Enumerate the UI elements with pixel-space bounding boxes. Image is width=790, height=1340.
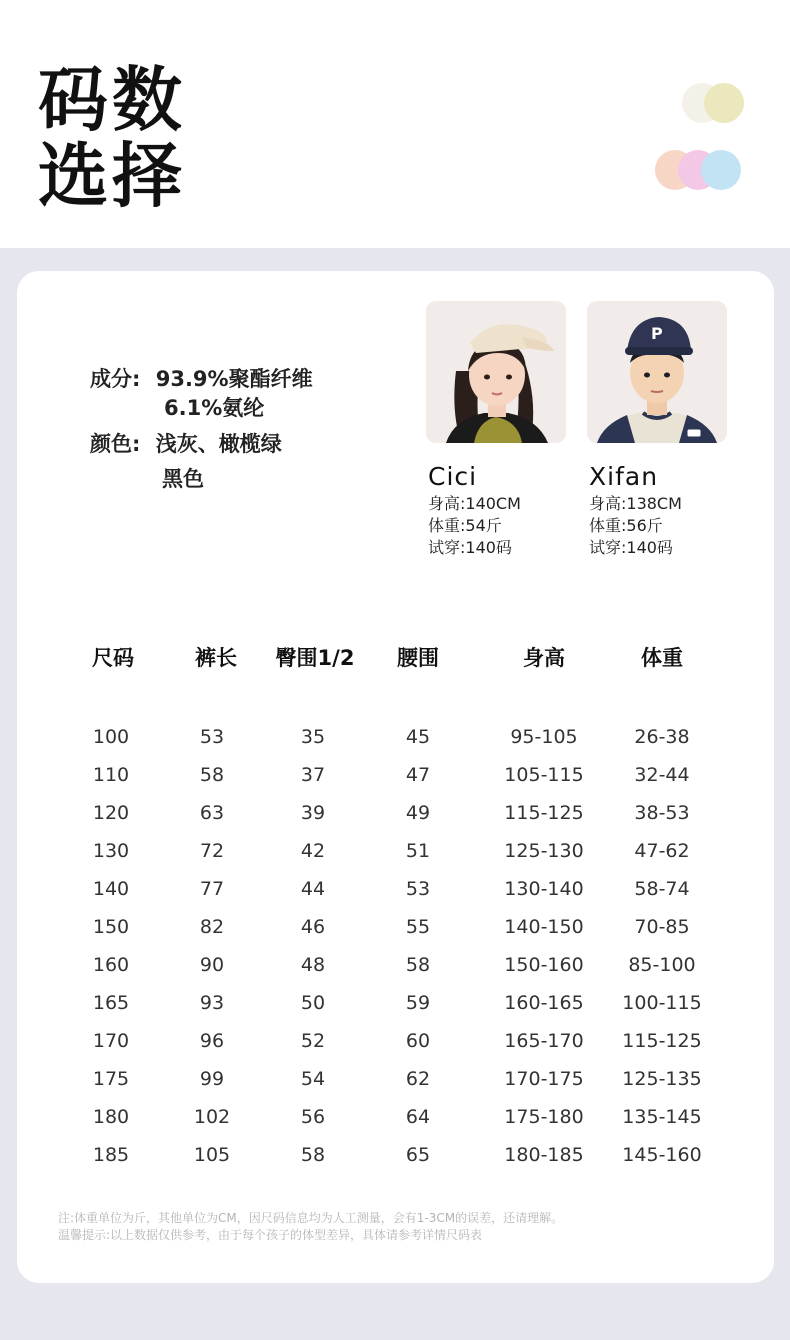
table-cell: 42 <box>300 840 326 862</box>
note-units: 注:体重单位为斤，其他单位为CM，因尺码信息均为人工测量，会有1-3CM的误差，还请理解。 <box>58 1211 564 1225</box>
table-cell: 26-38 <box>634 726 690 748</box>
header-weight: 体重 <box>641 646 683 670</box>
model-weight-cici: 体重:54斤 <box>428 516 502 535</box>
color-label: 颜色: <box>90 432 141 456</box>
page-title-line2: 选择 <box>38 135 186 217</box>
table-cell: 130 <box>92 840 130 862</box>
color-row <box>90 428 282 458</box>
table-cell: 46 <box>300 916 326 938</box>
header-height: 身高 <box>523 646 565 670</box>
table-cell: 95-105 <box>510 726 578 748</box>
table-cell: 70-85 <box>634 916 690 938</box>
composition-value-1: 93.9%聚酯纤维 <box>155 367 313 391</box>
model-photo-cici <box>426 301 566 443</box>
table-cell: 82 <box>199 916 225 938</box>
table-cell: 165 <box>92 992 130 1014</box>
table-cell: 37 <box>300 764 326 786</box>
table-cell: 150 <box>92 916 130 938</box>
table-cell: 85-100 <box>628 954 696 976</box>
table-cell: 58 <box>199 764 225 786</box>
table-cell: 60 <box>405 1030 431 1052</box>
composition-label: 成分: <box>90 367 141 391</box>
table-cell: 160 <box>92 954 130 976</box>
table-cell: 185 <box>92 1144 130 1166</box>
table-cell: 175 <box>92 1068 130 1090</box>
table-cell: 140-150 <box>504 916 584 938</box>
table-cell: 47 <box>405 764 431 786</box>
table-cell: 115-125 <box>504 802 584 824</box>
table-cell: 140 <box>92 878 130 900</box>
model-fit-cici: 试穿:140码 <box>428 538 512 557</box>
table-cell: 180-185 <box>504 1144 584 1166</box>
table-cell: 105-115 <box>504 764 584 786</box>
boy-model-illustration <box>587 301 727 443</box>
table-cell: 130-140 <box>504 878 584 900</box>
header-waist: 腰围 <box>397 646 439 670</box>
table-cell: 160-165 <box>504 992 584 1014</box>
table-cell: 54 <box>300 1068 326 1090</box>
header <box>0 0 790 248</box>
model-name-cici: Cici <box>428 462 478 491</box>
model-fit-xifan: 试穿:140码 <box>589 538 673 557</box>
table-cell: 52 <box>300 1030 326 1052</box>
table-cell: 102 <box>193 1106 231 1128</box>
table-cell: 44 <box>300 878 326 900</box>
table-cell: 38-53 <box>634 802 690 824</box>
table-cell: 125-135 <box>622 1068 702 1090</box>
table-cell: 135-145 <box>622 1106 702 1128</box>
table-cell: 90 <box>199 954 225 976</box>
table-cell: 56 <box>300 1106 326 1128</box>
table-cell: 150-160 <box>504 954 584 976</box>
color-swatch-dot <box>701 150 741 190</box>
table-cell: 58 <box>405 954 431 976</box>
colors-value-1: 浅灰、橄榄绿 <box>155 432 282 456</box>
table-cell: 62 <box>405 1068 431 1090</box>
table-cell: 50 <box>300 992 326 1014</box>
table-cell: 77 <box>199 878 225 900</box>
model-height-cici: 身高:140CM <box>428 494 521 513</box>
header-size: 尺码 <box>92 646 134 670</box>
note-reminder: 温馨提示:以上数据仅供参考，由于每个孩子的体型差异，具体请参考详情尺码表 <box>58 1228 483 1242</box>
girl-model-illustration <box>426 301 566 443</box>
table-cell: 175-180 <box>504 1106 584 1128</box>
table-cell: 39 <box>300 802 326 824</box>
table-cell: 45 <box>405 726 431 748</box>
header-hip: 臀围1/2 <box>275 646 355 670</box>
table-cell: 58-74 <box>634 878 690 900</box>
header-pants-length: 裤长 <box>195 646 237 670</box>
table-cell: 93 <box>199 992 225 1014</box>
table-cell: 99 <box>199 1068 225 1090</box>
model-photo-xifan <box>587 301 727 443</box>
table-cell: 48 <box>300 954 326 976</box>
table-cell: 58 <box>300 1144 326 1166</box>
table-cell: 115-125 <box>622 1030 702 1052</box>
colors-value-2: 黑色 <box>162 467 204 491</box>
page-title-line1: 码数 <box>38 59 186 141</box>
table-cell: 100 <box>92 726 130 748</box>
table-cell: 170-175 <box>504 1068 584 1090</box>
table-cell: 72 <box>199 840 225 862</box>
table-cell: 53 <box>199 726 225 748</box>
table-cell: 65 <box>405 1144 431 1166</box>
table-cell: 180 <box>92 1106 130 1128</box>
composition-value-2: 6.1%氨纶 <box>164 396 265 420</box>
svg-text:P: P <box>651 324 663 343</box>
table-cell: 105 <box>193 1144 231 1166</box>
table-cell: 35 <box>300 726 326 748</box>
table-cell: 49 <box>405 802 431 824</box>
table-cell: 110 <box>92 764 130 786</box>
table-cell: 55 <box>405 916 431 938</box>
table-cell: 120 <box>92 802 130 824</box>
table-cell: 51 <box>405 840 431 862</box>
table-cell: 32-44 <box>634 764 690 786</box>
table-cell: 59 <box>405 992 431 1014</box>
table-cell: 47-62 <box>634 840 690 862</box>
table-cell: 53 <box>405 878 431 900</box>
table-cell: 170 <box>92 1030 130 1052</box>
table-cell: 165-170 <box>504 1030 584 1052</box>
model-weight-xifan: 体重:56斤 <box>589 516 663 535</box>
table-cell: 100-115 <box>622 992 702 1014</box>
composition-row <box>90 363 313 393</box>
table-cell: 96 <box>199 1030 225 1052</box>
table-cell: 145-160 <box>622 1144 702 1166</box>
model-height-xifan: 身高:138CM <box>589 494 682 513</box>
color-swatch-dot <box>704 83 744 123</box>
table-cell: 64 <box>405 1106 431 1128</box>
table-cell: 63 <box>199 802 225 824</box>
model-name-xifan: Xifan <box>589 462 659 491</box>
table-cell: 125-130 <box>504 840 584 862</box>
